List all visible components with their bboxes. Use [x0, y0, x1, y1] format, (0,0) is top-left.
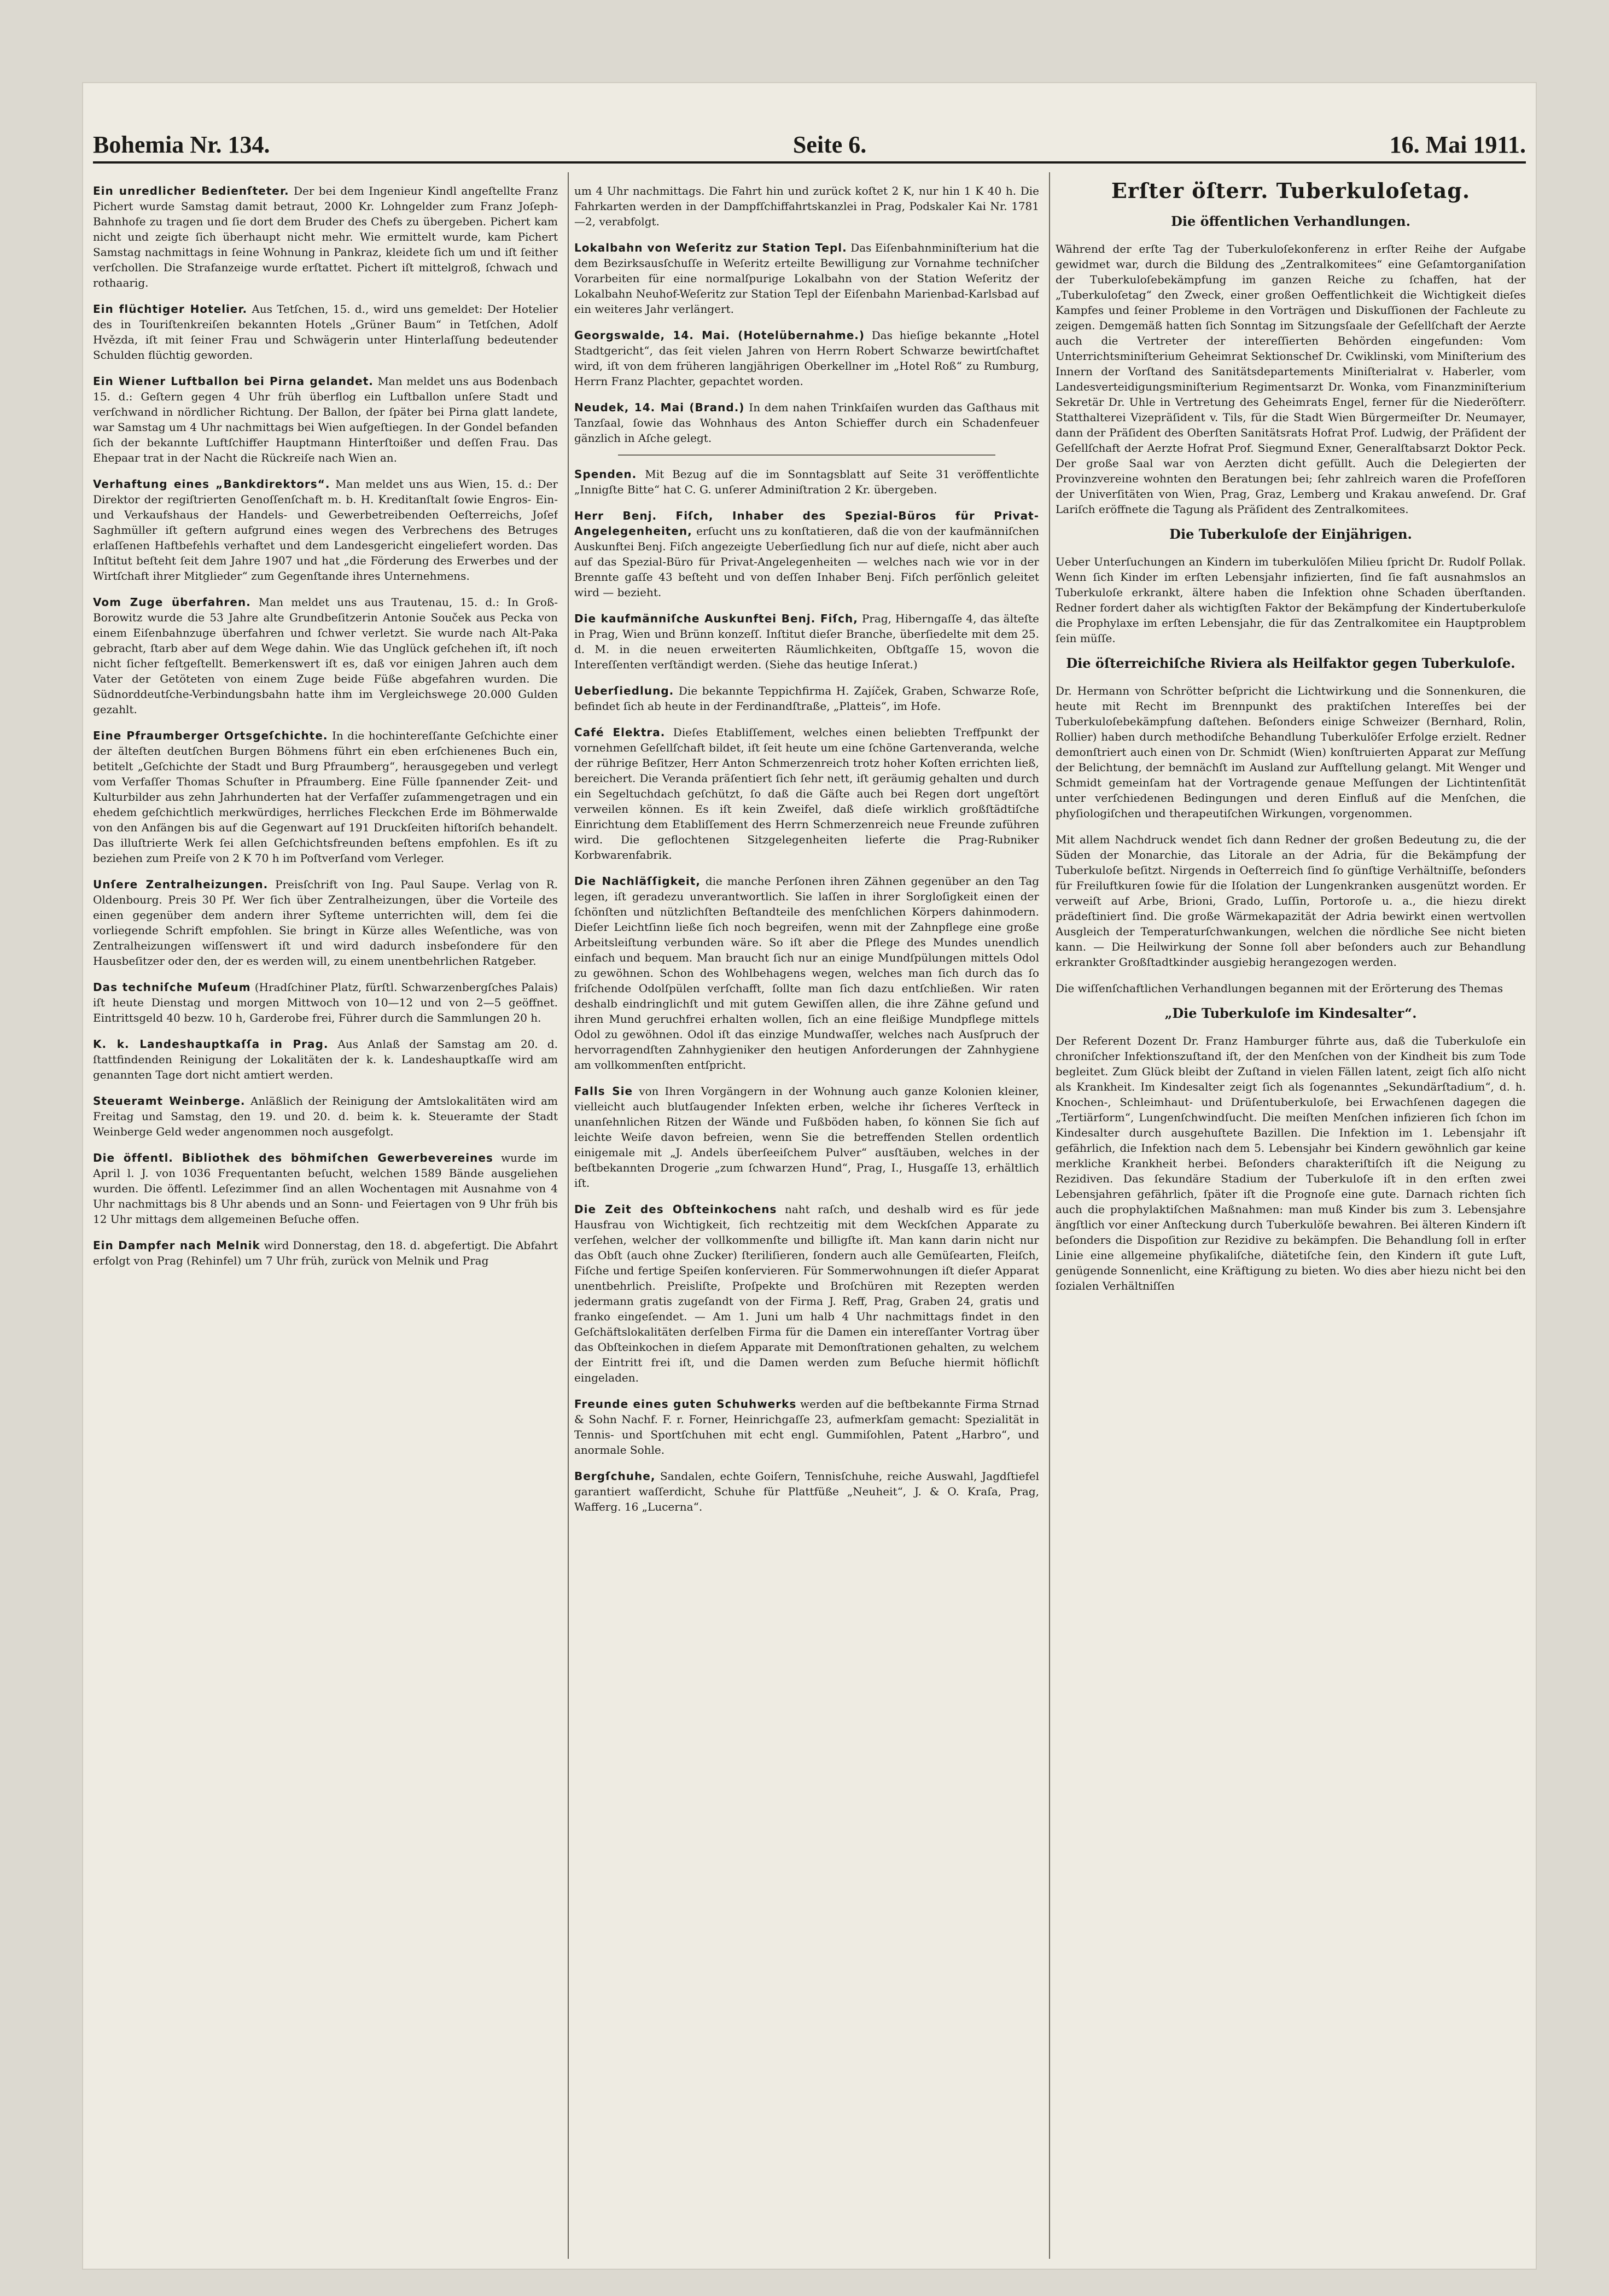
article — [574, 1468, 1039, 1514]
article — [574, 1202, 1039, 1385]
article-headline: Vom Zuge überfahren. — [93, 596, 251, 609]
article — [93, 1150, 558, 1227]
header-rule — [93, 161, 1526, 164]
page-header — [93, 120, 1526, 159]
article-body: Das Eiſenbahnminiſterium hat die dem Bezirksausſchuſſe in Weſeritz erteilte Bewilligung zur Vornahme techniſcher Vorarbeiten für eine normalſpurige Lokalbahn von der Station Weſeritz der Lokalbahn Neuhof-Weſeritz zur Station Tepl der Eiſenbahn Marienbad-Karlsbad auf ein weiteres Jahr verlängert. — [574, 241, 1039, 316]
article-body: naht raſch, und deshalb wird es für jede Hausfrau von Wichtigkeit, ſich rechtzeitig mit dem Weckſchen Apparate zu verſehen, welcher der vollkommenſte und billigſte iſt. Man kann darin nicht nur das Obſt (auch ohne Zucker) ſteriliſieren, ſondern auch alle Gemüſearten, Fleiſch, Fiſche und fertige Speiſen konſervieren. Für Sommerwohnungen iſt dieſer Apparat unentbehrlich. Preisliſte, Proſpekte und Broſchüren mit Rezepten werden jedermann gratis zugeſandt von der Firma J. Reff, Prag, Graben 24, gratis und franko eingeſendet. — Am 1. Juni um halb 4 Uhr nachmittags findet in den Geſchäftslokalitäten derſelben Firma für die Damen ein intereſſanter Vortrag über das Obſteinkochen in dieſem Apparate mit Demonſtrationen gehalten, zu welchem der Eintritt frei iſt, und die Damen werden zum Beſuche hiermit höflichſt eingeladen. — [574, 1203, 1039, 1384]
article — [574, 328, 1039, 389]
article-body: wurde im April l. J. von 1036 Frequentanten beſucht, welchen 1589 Bände ausgeliehen wurden. Die öffentl. Leſezimmer ſind an allen Wochentagen mit Ausnahme von 4 Uhr nachmittags bis 8 Uhr abends und an Sonn- und Feiertagen von 9 Uhr früh bis 12 Uhr mittags dem allgemeinen Beſuche offen. — [93, 1151, 558, 1226]
article-body: Sandalen, echte Goiſern, Tennisſchuhe, reiche Auswahl, Jagdſtiefel garantiert waſſerdicht, Schuhe für Plattfüße „Neuheit“, J. & O. Kraſa, Prag, Wafferg. 16 „Lucerna“. — [574, 1470, 1039, 1513]
article-headline: Eine Pfraumberger Ortsgeſchichte. — [93, 729, 328, 742]
feature-headline: Erſter öſterr. Tuberkuloſetag. — [1111, 178, 1471, 203]
article-body: Aus Anlaß der Samstag am 20. d. ſtattfindenden Reinigung der Lokalitäten der k. k. Landeshauptkaſſe wird am genannten Tage dort nicht amtiert werden. — [93, 1038, 558, 1081]
article-headline: Das techniſche Muſeum — [93, 981, 251, 994]
column-divider — [568, 172, 569, 2259]
section-divider — [618, 454, 995, 456]
column-divider — [1049, 172, 1050, 2259]
section-heading: Die Tuberkuloſe der Einjährigen. — [1169, 526, 1412, 542]
article-headline: Ein unredlicher Bedienſteter. — [93, 184, 289, 197]
article-body: Dr. Hermann von Schrötter beſpricht die Lichtwirkung und die Sonnenkuren, die heute mit Recht im Brennpunkt des praktiſchen Intereſſes bei der Tuberkuloſebekämpfung daſtehen. Beſonders einige Schweizer (Bernhard, Rolin, Rollier) haben durch methodiſche Behandlung Tuberkulöſer Erfolge erzielt. Redner demonſtriert auch einen von Dr. Schmidt (Wien) konſtruierten Apparat zur Meſſung der Belichtung, der bemnächſt im Ausland zur Aufſtellung gelangt. Mit Wenger und Schmidt gemeinſam hat der Vortragende genaue Meſſungen der Lichtintenſität unter verſchiedenen Bedingungen und deren Einfluß auf die Menſchen, die phyſiologiſchen und therapeutiſchen Wirkungen, vorgenommen. — [1056, 684, 1526, 820]
article — [574, 873, 1039, 1073]
article — [93, 728, 558, 866]
article-headline: Ein Wiener Luftballon bei Pirna gelandet. — [93, 375, 374, 388]
article-body: Prag, Hiberngaſſe 4, das älteſte in Prag, Wien und Brünn konzeſſ. Inſtitut dieſer Branche, überſiedelte mit dem 25. d. M. in die neuen erweiterten Räumlichkeiten, Obſtgaſſe 15, wovon die Intereſſenten verſtändigt werden. (Siehe das heutige Inſerat.) — [574, 612, 1039, 671]
article-body: Anläßlich der Reinigung der Amtslokalitäten wird am Freitag und Samstag, den 19. und 20. d. beim k. k. Steueramte der Stadt Weinberge Geld weder angenommen noch ausgefolgt. — [93, 1094, 558, 1138]
article-body: Der bei dem Ingenieur Kindl angeſtellte Franz Pichert wurde Samstag damit betraut, 2000 Kr. Lohngelder zum Franz Joſeph-Bahnhofe zu tragen und ſie dort dem Bruder des Chefs zu übergeben. Pichert kam nicht und zeigte ſich überhaupt nicht mehr. Wie ermittelt wurde, kam Pichert Samstag nachmittags in ſeine Wohnung in Pankraz, kleidete ſich um und iſt ſeither verſchollen. Die Strafanzeige wurde erſtattet. Pichert iſt mittelgroß, ſchwach und rothaarig. — [93, 184, 558, 289]
article-body: Dieſes Etabliſſement, welches einen beliebten Treffpunkt der vornehmen Geſellſchaft bildet, iſt ſeit heute um eine ſchöne Gartenveranda, welche der rührige Beſitzer, Herr Anton Schmerzenreich trotz hoher Koſten errichten ließ, bereichert. Die Veranda präſentiert ſich ſehr nett, iſt geräumig gehalten und durch ein Segeltuchdach geſchützt, ſo daß die Gäſte auch bei Regen dort ungeſtört verweilen können. Es iſt kein Zweifel, daß dieſe wirklich großſtädtiſche Einrichtung dem Etabliſſement des Herrn Schmerzenreich neue Freunde zuführen wird. Die geflochtenen Sitzgelegenheiten lieferte die Prag-Rubniker Korbwarenfabrik. — [574, 726, 1039, 861]
article-body: Der Referent Dozent Dr. Franz Hamburger führte aus, daß die Tuberkuloſe ein chroniſcher Infektionszuſtand iſt, der den Menſchen von der Kindheit bis zum Tode begleitet. Zum Glück bleibt der Zuſtand in vielen Fällen latent, zeigt ſich alſo nicht als Krankheit. Im Kindesalter zeigt ſich als ſogenanntes „Sekundärſtadium“, d. h. Knochen-, Schleimhaut- und Drüſentuberkuloſe, bei Erwachſenen dagegen die „Tertiärform“, Lungenſchwindſucht. Die meiſten Menſchen infizieren ſich ſchon im Kindesalter durch ausgehuſtete Bazillen. Die Infektion im 1. Lebensjahr iſt gefährlich, die Infektion nach dem 5. Lebensjahr bei Kindern gewöhnlich gar keine merkliche Krankheit herbei. Beſonders charakteriſtiſch iſt die Neigung zu Rezidiven. Das ſekundäre Stadium der Tuberkuloſe iſt in den erſten zwei Lebensjahren gefährlich, ſpäter iſt die Prognoſe eine gute. Darnach richten ſich auch die prophylaktiſchen Maßnahmen: man muß Kinder bis zum 3. Lebensjahre ängſtlich vor einer Anſteckung durch Tuberkulöſe bewahren. Bei älteren Kindern iſt beſonders die Dispoſition zur Rezidive zu bekämpfen. Die Behandlung ſoll in erſter Linie eine allgemeine phyſikaliſche, diätetiſche ſein, den Kindern iſt gute Luft, genügende Sonnenlicht, eine Kräftigung zu bieten. Wo dies aber hiezu nicht bei den ſozialen Verhältniſſen — [1056, 1034, 1526, 1292]
article-body: erſucht uns zu konſtatieren, daß die von der kaufmänniſchen Auskunftei Benj. Fiſch angezeigte Ueberſiedlung ſich nur auf dieſe, nicht aber auch auf das Spezial-Büro für Privat-Angelegenheiten — welches nach wie vor in der Brennte gaſſe 43 beſteht und von deſſen Inhaber Benj. Fiſch perſönlich geleitet wird — bezieht. — [574, 525, 1039, 599]
article-headline: Steueramt Weinberge. — [93, 1094, 246, 1108]
article — [93, 374, 558, 465]
article — [574, 1396, 1039, 1458]
article-headline: Neudek, 14. Mai (Brand.) — [574, 401, 745, 414]
article-headline: Unſere Zentralheizungen. — [93, 878, 269, 891]
article — [574, 508, 1039, 600]
article-headline: Falls Sie — [574, 1085, 633, 1098]
article-headline: K. k. Landeshauptkaſſa in Prag. — [93, 1038, 329, 1051]
article — [93, 476, 558, 584]
article-headline: Georgswalde, 14. Mai. (Hotelübernahme.) — [574, 329, 865, 342]
article-body: Ueber Unterſuchungen an Kindern im tuberkulöſen Milieu ſpricht Dr. Rudolf Pollak. Wenn ſich Kinder im erſten Lebensjahr infizierten, ſind ſie faſt ausnahmslos an Tuberkuloſe erkrankt, ältere haben die Infektion ohne Schaden überſtanden. Redner fordert daher als wichtigſten Faktor der Bekämpfung der Kindertuberkuloſe die Prophylaxe im erſten Lebensjahr, die für das Zentralkomitee ein Hauptproblem ſein müſſe. — [1056, 555, 1526, 645]
article — [93, 1093, 558, 1139]
section-heading: Die öſterreichiſche Riviera als Heilfaktor gegen Tuberkuloſe. — [1066, 655, 1515, 671]
article-body: wird Donnerstag, den 18. d. abgefertigt. Die Abfahrt erfolgt von Prag (Rehinfel) um 7 Uhr früh, zurück von Melnik und Prag — [93, 1239, 558, 1267]
article-body: Man meldet uns aus Bodenbach 15. d.: Geſtern gegen 4 Uhr früh überflog ein Luftballon unſere Stadt und verſchwand in nördlicher Richtung. Der Ballon, der ſpäter bei Pirna glatt landete, war Samstag um 4 Uhr nachmittags bei Wien aufgeſtiegen. In der Gondel befanden ſich der bekannte Luftſchiffer Hauptmann Hinterſtoißer und deſſen Frau. Das Ehepaar trat in der Nacht die Rückreiſe nach Wien an. — [93, 375, 558, 464]
article-headline: Lokalbahn von Weſeritz zur Station Tepl. — [574, 241, 847, 254]
article-body: von Ihren Vorgängern in der Wohnung auch ganze Kolonien kleiner, vielleicht auch blutſaugender Inſekten erben, welche ihr ſicheres Verſteck in unanſehnlichen Ritzen der Wände und Fußböden haben, ſo können Sie ſich auf leichte Weiſe davon befreien, wenn Sie die betreffenden Stellen ordentlich einigemale mit „J. Andels überſeeiſchem Pulver“ ausſtäuben, welches in der beſtbekannten Drogerie „zum ſchwarzen Hund“, Prag, I., Husgaſſe 13, erhältlich iſt. — [574, 1085, 1039, 1190]
article-body: Mit allem Nachdruck wendet ſich dann Redner der großen Bedeutung zu, die der Süden der Monarchie, das Litorale an der Adria, für die Bekämpfung der Tuberkuloſe beſitzt. Nirgends in Oeſterreich ſind ſo günſtige Verhältniſſe, beſonders für Freiluftkuren ſowie für die Iſolation der Lungenkranken ausgenützt worden. Er verweiſt auf Arbe, Brioni, Grado, Luſſin, Portoroſe u. a., die hiezu direkt prädeſtiniert ſind. Die große Wärmekapazität der Adria bewirkt einen wertvollen Ausgleich der Temperaturſchwankungen, welchen die nördliche See nicht bieten kann. — Die Heilwirkung der Sonne ſoll aber beſonders auch zur Behandlung erkrankter Großſtadtkinder ausgiebig herangezogen werden. — [1056, 833, 1526, 969]
article-headline: Ein Dampfer nach Melnik — [93, 1239, 260, 1252]
article-headline: Herr Benj. Fiſch, Inhaber des Spezial-Büros für Privat-Angelegenheiten, — [574, 509, 1039, 538]
article — [574, 1083, 1039, 1191]
article — [574, 683, 1039, 714]
article-body: die manche Perſonen ihren Zähnen gegenüber an den Tag legen, iſt geradezu unverantwortlich. Sie laſſen in ihrer Sorgloſigkeit einen der ſchönſten und nützlichſten Beſtandteile des menſchlichen Körpers dahinmodern. Dieſer Leichtſinn ließe ſich noch begreifen, wenn mit der Zahnpflege eine große Arbeitsleiſtung verbunden wäre. So iſt aber die Pflege des Mundes unendlich einfach und bequem. Man braucht ſich nur an einige Mundſpülungen mittels Odol zu gewöhnen. Schon des Wohlbehagens wegen, welches man ſich durch das ſo friſchende Odolſpülen verſchafft, ſollte man ſich dazu entſchließen. Wir raten deshalb eindringlichſt und mit gutem Gewiſſen allen, die ihre Zähne geſund und ihren Mund geruchfrei erhalten wollen, ſich an eine fleißige Mundpflege mittels Odol zu gewöhnen. Odol iſt das einzige Mundwaſſer, welches nach Ausſpruch der hervorragendſten Zahnhygieniker den heutigen Anforderungen der Zahnhygiene am vollkommenſten entſpricht. — [574, 875, 1039, 1071]
article-headline: Die Nachläſſigkeit, — [574, 875, 701, 888]
section-heading: „Die Tuberkuloſe im Kindesalter“. — [1164, 1005, 1417, 1021]
article-headline: Café Elektra. — [574, 726, 666, 739]
article-headline: Verhaftung eines „Bankdirektors“. — [93, 477, 330, 491]
article — [574, 725, 1039, 863]
article-headline: Ein flüchtiger Hotelier. — [93, 302, 248, 316]
article-headline: Die Zeit des Obſteinkochens — [574, 1203, 777, 1216]
column-1 — [93, 172, 558, 2259]
article — [574, 611, 1039, 672]
article — [93, 1036, 558, 1082]
article-headline: Freunde eines guten Schuhwerks — [574, 1397, 797, 1411]
article — [93, 1238, 558, 1268]
article — [574, 400, 1039, 446]
article-headline: Die kaufmänniſche Auskunftei Benj. Fiſch, — [574, 612, 858, 625]
article-body: werden auf die beſtbekannte Firma Strnad & Sohn Nachf. F. r. Forner, Heinrichgaſſe 23, aufmerkſam gemacht: Spezialität in Tennis- und Sportſchuhen mit echt engl. Gummiſohlen, Patent „Harbro“, und anormale Sohle. — [574, 1397, 1039, 1456]
article — [93, 595, 558, 717]
article-body: Mit Bezug auf die im Sonntagsblatt auf Seite 31 veröffentlichte „Innigſte Bitte“ hat C. G. unſerer Adminiſtration 2 Kr. übergeben. — [574, 468, 1039, 496]
article-headline: Bergſchuhe, — [574, 1470, 656, 1483]
column-2 — [574, 172, 1039, 2259]
article-body: Man meldet uns aus Trautenau, 15. d.: In Groß-Borowitz wurde die 53 Jahre alte Grundbeſitzerin Antonie Souček aus Pecka von einem Eiſenbahnzuge überfahren und ſchwer verletzt. Sie wurde nach Alt-Paka gebracht, ſtarb aber auf dem Wege dahin. Wie das Unglück geſchehen iſt, iſt noch nicht ſicher feſtgeſtellt. Bemerkenswert iſt es, daß vor einigen Jahren auch dem Vater der Getöteten von einem Zuge beide Füße abgefahren wurden. Die Südnorddeutſche-Verbindungsbahn hatte ihm im Vergleichswege 20.000 Gulden gezahlt. — [93, 596, 558, 716]
page-number: Seite 6. — [792, 131, 867, 158]
article-body: In dem nahen Trinkſaiſen wurden das Gaſthaus mit Tanzſaal, ſowie das Wohnhaus des Anton Schieffer durch ein Schadenfeuer gänzlich in Aſche gelegt. — [574, 401, 1039, 445]
article — [93, 301, 558, 363]
article-body: Preisſchrift von Ing. Paul Saupe. Verlag von R. Oldenbourg. Preis 30 Pf. Wer ſich über Zentralheizungen, über die Vorteile des einen gegenüber dem andern ihrer Syſteme unterrichten will, dem ſei die vorliegende Schrift empfohlen. Sie bringt in Kürze alles Weſentliche, was von Zentralheizungen wiſſenswert iſt und wird dadurch insbeſondere für den Hausbeſitzer oder den, der es werden will, zu einem unentbehrlichen Ratgeber. — [93, 878, 558, 968]
article-body: Während der erſte Tag der Tuberkuloſekonferenz in erſter Reihe der Aufgabe gewidmet war, durch die Bildung des „Zentralkomitees“ eine Geſamtorganiſation der Tuberkuloſebekämpfung im ganzen Reiche zu ſchaffen, hat der „Tuberkuloſetag“ den Zweck, einer großen Oeffentlichkeit die Wichtigkeit dieſes Kampfes und ſeiner Probleme in den Vorträgen und Diskuſſionen der Fachleute zu zeigen. Demgemäß hatten ſich Sonntag im Sitzungsſaale der Geſellſchaft der Aerzte auch die Vertreter der intereſſierten Behörden eingefunden: Vom Unterrichtsminiſterium Geheimrat Sektionschef Dr. Cwiklinski, vom Miniſterium des Innern der Vorſtand des Sanitätsdepartements Miniſterialrat v. Haberler, vom Landesverteidigungsminiſterium Regimentsarzt Dr. Wonka, vom Finanzminiſterium Sekretär Dr. Uhle in Vertretung des Geheimrats Engel, ferner für die Niederöſterr. Statthalterei Vizepräſident v. Tils, für die Stadt Wien Bürgermeiſter Dr. Neumayer, dann der Präſident des Oberſten Sanitätsrats Hofrat Prof. Ludwig, der Präſident der Geſellſchaft der Aerzte Hofrat Prof. Siegmund Exner, Generalſtabsarzt Doktor Peck. Der große Saal war von Aerzten dicht gefüllt. Auch die Delegierten der Provinzvereine wohnten den Beratungen bei; ſehr zahlreich waren die Profeſſoren der Univerſitäten von Wien, Prag, Graz, Lemberg und Krakau anweſend. Dr. Graf Lariſch eröffnete die Tagung als Präſident des Zentralkomitees. — [1056, 242, 1526, 516]
article-body: Man meldet uns aus Wien, 15. d.: Der Direktor der regiſtrierten Genoſſenſchaft m. b. H. Kreditanſtalt ſowie Engros- Ein- und Verkaufshaus der Handels- und Gewerbetreibenden Oeſterreichs, Joſef Saghmüller iſt geſtern aufgrund eines wegen des Verbrechens des Betruges erlaſſenen Haftbefehls verhaftet und dem Landesgericht eingeliefert worden. Das Inſtitut beſteht ſeit dem Jahre 1907 und hat „die Förderung des Erwerbes und der Wirtſchaft ihrer Mitglieder“ zum Gegenſtande ihres Unternehmens. — [93, 477, 558, 582]
article-body: um 4 Uhr nachmittags. Die Fahrt hin und zurück koſtet 2 K, nur hin 1 K 40 h. Die Fahrkarten werden in der Dampfſchiffahrtskanzlei in Prag, Podskaler Kai Nr. 1781—2, verabfolgt. — [574, 184, 1039, 228]
article-body: Das hieſige bekannte „Hotel Stadtgericht“, das ſeit vielen Jahren von Herrn Robert Schwarze bewirtſchaftet wird, iſt von dem früheren langjährigen Oberkellner im „Hotel Roß“ zu Rumburg, Herrn Franz Plachter, gepachtet worden. — [574, 329, 1039, 388]
article — [574, 240, 1039, 317]
article-body: (Hradſchiner Platz, fürſtl. Schwarzenbergſches Palais) iſt heute Dienstag und morgen Mittwoch von 10—12 und von 2—5 geöffnet. Eintrittsgeld 40 bezw. 10 h, Garderobe frei, Führer durch die Sammlungen 20 h. — [93, 981, 558, 1024]
article — [93, 877, 558, 969]
article — [574, 467, 1039, 497]
article — [93, 183, 558, 290]
section-heading: Die öffentlichen Verhandlungen. — [1171, 213, 1410, 229]
article-body: Aus Tetſchen, 15. d., wird uns gemeldet: Der Hotelier des in Touriſtenkreiſen bekannten Hotels „Grüner Baum“ in Tetſchen, Adolf Hvězda, iſt mit ſeiner Frau und Schwägerin unter Hinterlaſſung bedeutender Schulden flüchtig geworden. — [93, 302, 558, 362]
article-headline: Spenden. — [574, 468, 637, 481]
article-headline: Ueberſiedlung. — [574, 684, 674, 697]
article-headline: Die öffentl. Bibliothek des böhmiſchen Gewerbevereines — [93, 1151, 493, 1164]
article — [574, 183, 1039, 229]
issue-date: 16. Mai 1911. — [1389, 131, 1526, 158]
issue-number: Bohemia Nr. 134. — [93, 131, 270, 158]
article-body: In die hochintereſſante Geſchichte einer der älteſten deutſchen Burgen Böhmens führt ein eben erſchienenes Buch ein, betitelt „Geſchichte der Stadt und Burg Pfraumberg“, herausgegeben und verlegt vom Verfaſſer Thomas Schuſter in Pfraumberg. Eine Fülle ſpannender Zeit- und Kulturbilder aus zehn Jahrhunderten hat der Verfaſſer zuſammengetragen und ein ehedem geſchichtlich merkwürdiges, herrliches Fleckchen Erde im Böhmerwalde von den Anfängen bis auf die Gegenwart auf 191 Druckſeiten hiſtoriſch behandelt. Das illuſtrierte Werk ſei allen Geſchichtsfreunden beſtens empfohlen. Es iſt zu beziehen zum Preiſe von 2 K 70 h im Poſtverſand vom Verleger. — [93, 729, 558, 865]
newspaper-page — [82, 82, 1537, 2270]
article — [93, 980, 558, 1025]
article-body: Die bekannte Teppichfirma H. Zajíček, Graben, Schwarze Roſe, befindet ſich ab heute in der Ferdinandſtraße, „Platteis“, im Hofe. — [574, 684, 1039, 713]
column-3 — [1056, 172, 1526, 2259]
article-body: Die wiſſenſchaftlichen Verhandlungen begannen mit der Erörterung des Themas — [1056, 982, 1503, 995]
